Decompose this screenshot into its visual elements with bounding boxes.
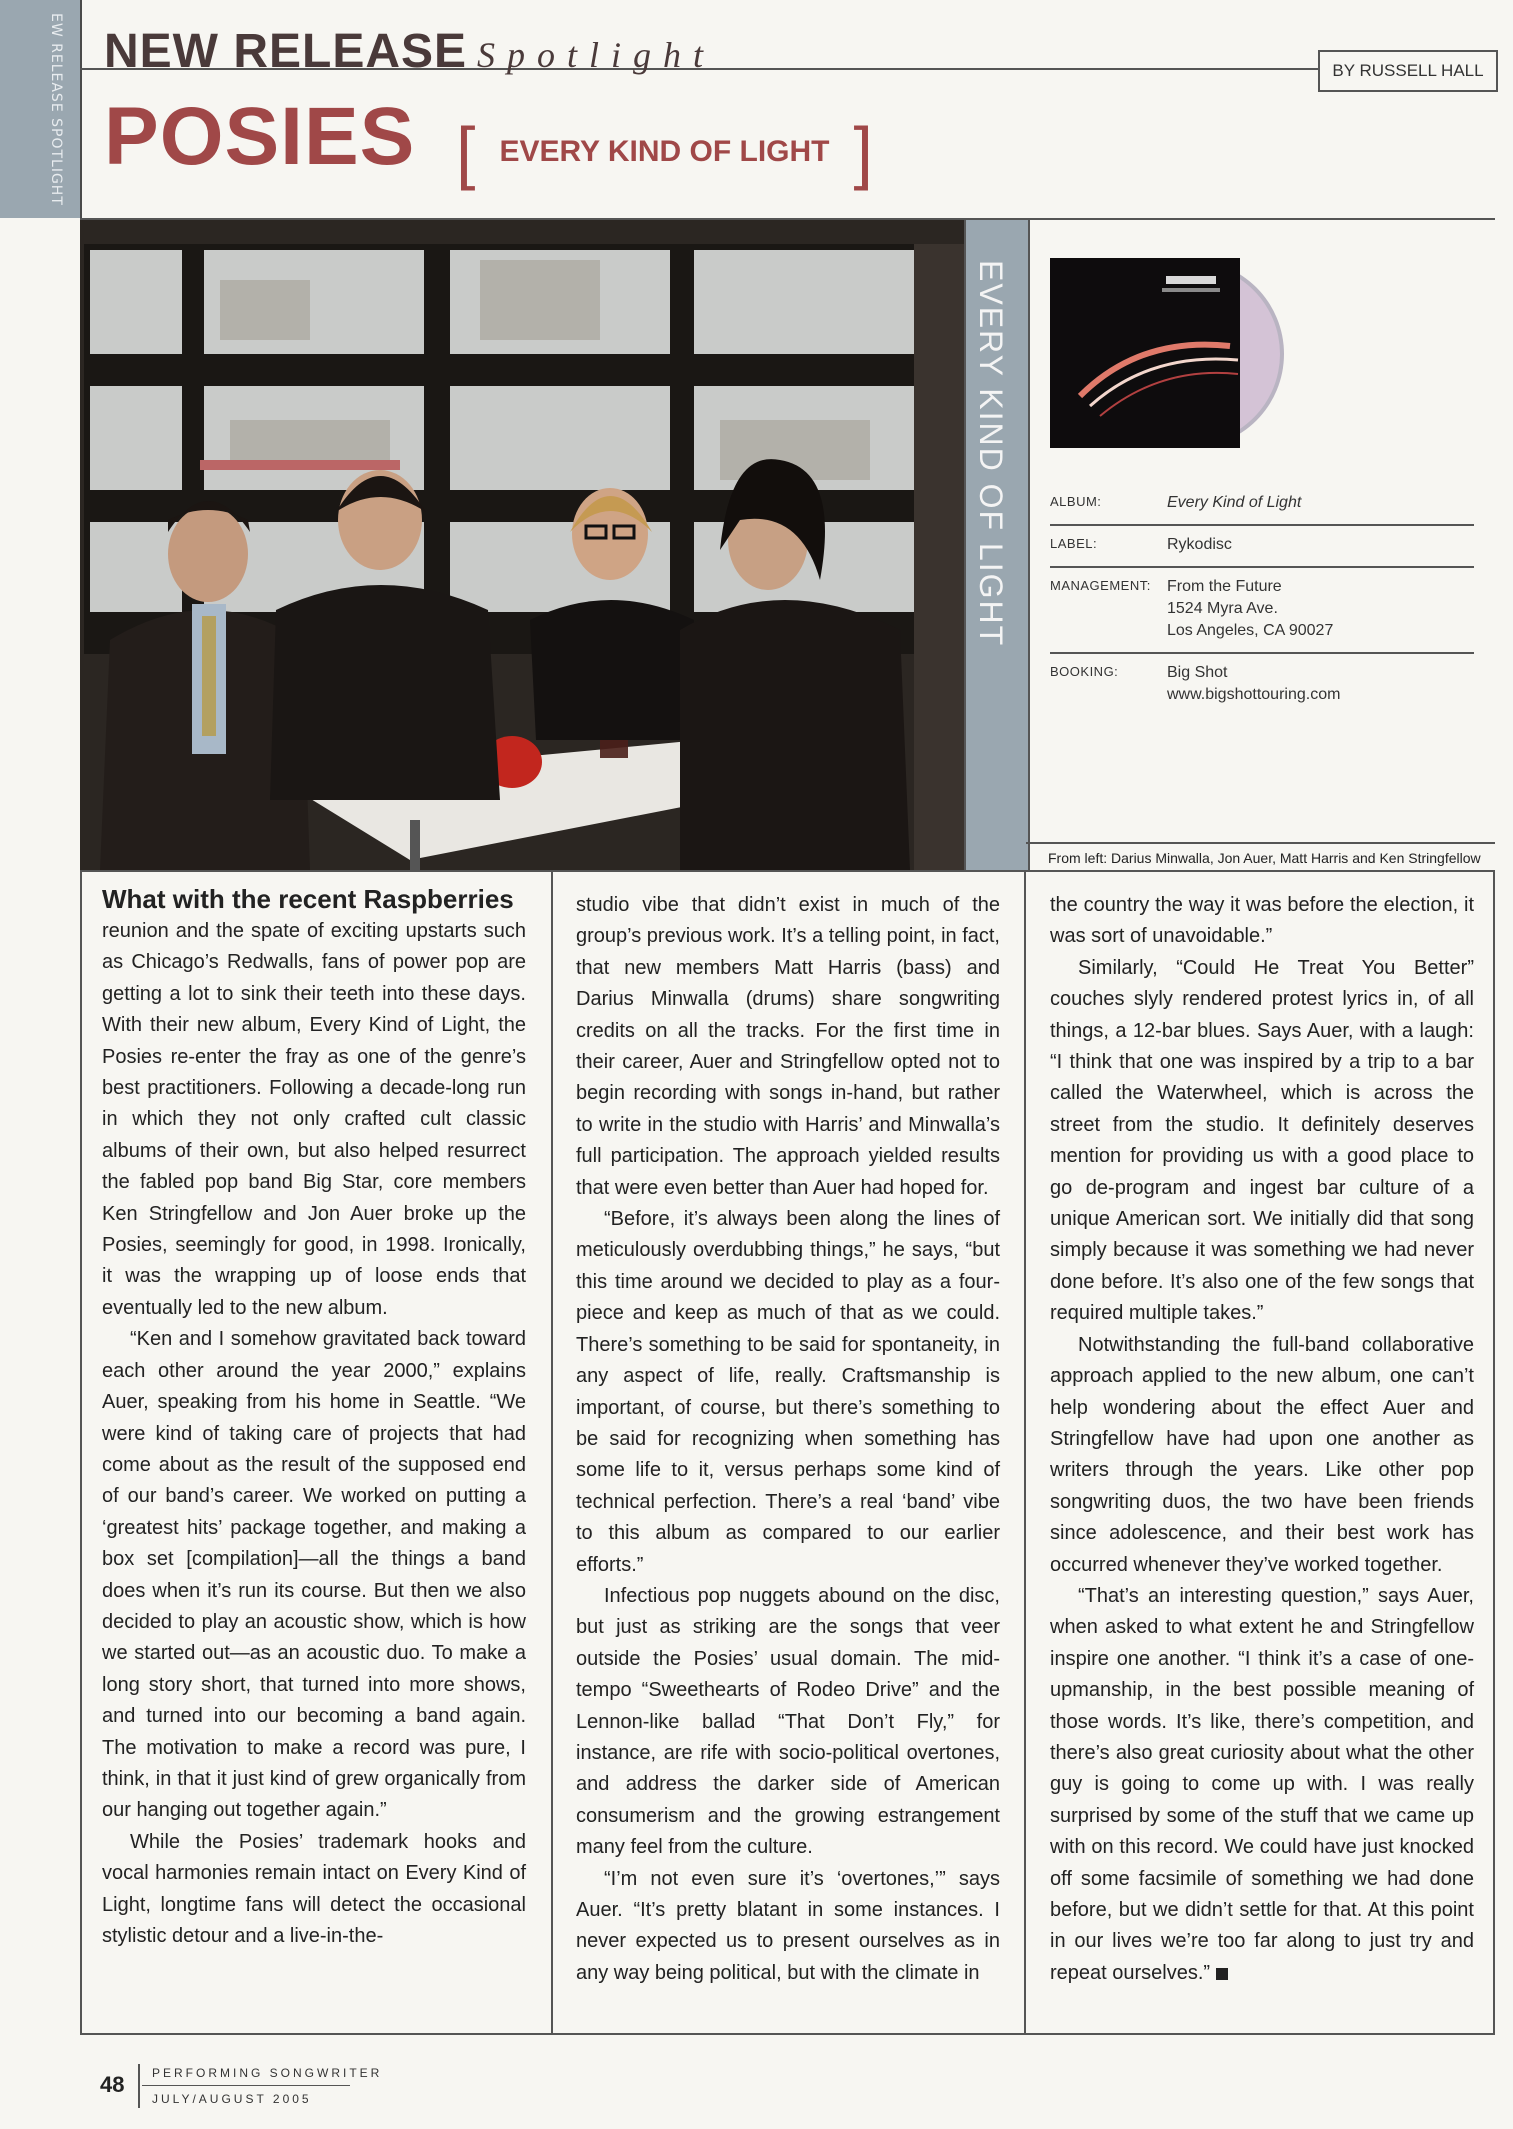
article-paragraph: reunion and the spate of exciting upstarts such as Chicago’s Redwalls, fans of power pop are getting a lot to sink their teeth into these days. With their new album, Every Kind of Light, the Posies re-enter the fray as one of the genre’s best practitioners. Following a decade-long run in which they not only crafted cult classic albums of their own, but also helped resurrect the fabled pop band Big Star, core members Ken Stringfellow and Jon Auer broke up the Posies, seemingly for good, in 1998. Ironically, it was the wrapping up of loose ends that eventually led to the new album. <box>102 920 526 1319</box>
info-row-booking <box>1050 654 1474 716</box>
photo-strip-text: EVERY KIND OF LIGHT <box>973 260 1009 648</box>
management-line-3: Los Angeles, CA 90027 <box>1167 622 1334 639</box>
article-paragraph: Similarly, “Could He Treat You Better” couches slyly rendered protest lyrics in, of all things, a 12-bar blues. Says Auer, with a laugh: “I think that one was inspired by a trip to a bar called the Waterwheel, which is across the street from the studio. It definitely deserves mention for providing us with a good place to go de-program and ingest bar culture of a unique American sort. We initially did that song simply because it was something we had never done before. It’s also one of the few songs that required multiple takes.” <box>1050 956 1474 1325</box>
band-photo <box>80 220 964 870</box>
album-title: EVERY KIND OF LIGHT <box>499 135 830 168</box>
open-bracket-glyph: [ <box>456 113 476 191</box>
magazine-name: PERFORMING SONGWRITER <box>152 2066 383 2080</box>
close-bracket-glyph: ] <box>853 113 873 191</box>
album-cover-art <box>1050 256 1290 452</box>
column-divider-2 <box>1024 870 1026 2035</box>
article-column-1 <box>102 882 526 1952</box>
info-value-booking <box>1167 662 1474 706</box>
section-tab <box>0 0 82 218</box>
booking-line-1: Big Shot <box>1167 664 1228 681</box>
article-paragraph: “Before, it’s always been along the lines of meticulously overdubbing things,” he says, “but this time around we decided to play as a four-piece and keep as much of that as we could. There’s something to be said for spontaneity, in any aspect of life, really. Craftsmanship is important, of course, but there’s something to be said for recognizing when something has some life to it, versus perhaps some kind of technical perfection. There’s a real ‘band’ vibe to this album as compared to our earlier efforts.” <box>576 1208 1000 1576</box>
page-number: 48 <box>100 2072 125 2097</box>
info-value-management <box>1167 576 1474 642</box>
album-info-table <box>1050 484 1474 716</box>
section-tab-label: EW RELEASE SPOTLIGHT <box>48 12 64 206</box>
kicker-script: Spotlight <box>477 35 716 75</box>
article-paragraph: “Ken and I somehow gravitated back toward each other around the year 2000,” explains Auer, speaking from his home in Seattle. “We were kind of taking care of projects that had come about as the result of the supposed end of our band’s career. We worked on putting a ‘greatest hits’ package together, and making a box set [compilation]—all the things a band does when it’s run its course. But then we also decided to play an acoustic show, which is how we started out—as an acoustic duo. To make a long story short, that turned into more shows, and turned into our becoming a band again. The motivation to make a record was pure, I think, in that it just kind of grew organically from our hanging out together again.” <box>102 1328 526 1822</box>
kicker-title <box>104 24 715 79</box>
article-paragraph: Infectious pop nuggets abound on the disc, but just as striking are the songs that veer outside the Posies’ usual domain. The mid-tempo “Sweethearts of Rodeo Drive” and the Lennon-like ballad “That Don’t Fly,” for instance, are rife with socio-political overtones, and address the darker side of American consumerism and the growing estrangement many feel from the culture. <box>576 1584 1000 1859</box>
photo-side-strip <box>964 220 1030 870</box>
footer-divider <box>138 2064 140 2108</box>
article-column-3 <box>1050 890 1474 1989</box>
article-paragraph: “I’m not even sure it’s ‘overtones,’” says Auer. “It’s pretty blatant in some instances. I never expected us to present ourselves as in any way being political, but with the climate in <box>576 1867 1000 1984</box>
info-row-album <box>1050 484 1474 526</box>
info-label-management: MANAGEMENT: <box>1050 578 1151 593</box>
info-value-album: Every Kind of Light <box>1167 494 1302 511</box>
article-column-2 <box>576 890 1000 1989</box>
footer-rule <box>142 2085 350 2086</box>
info-label-booking: BOOKING: <box>1050 664 1119 679</box>
article-paragraph-text: “That’s an interesting question,” says Auer, when asked to what extent he and Stringfellow inspire one another. “I think it’s a case of one-upmanship, in the best possible meaning of those words. It’s like, there’s competition, and there’s also great curiosity about what the other guy is going to come up with. I was really surprised by some of the stuff that we came up with on this record. We could have just knocked off some facsimile of something we had done before, but we didn’t settle for that. At this point in our lives we’re too far along to just try and repeat ourselves.” <box>1050 1584 1474 1984</box>
booking-line-2: www.bigshottouring.com <box>1167 686 1341 703</box>
article-paragraph: the country the way it was before the election, it was sort of unavoidable.” <box>1050 894 1474 948</box>
info-row-label <box>1050 526 1474 568</box>
info-label-label: LABEL: <box>1050 536 1098 551</box>
column-divider-1 <box>551 870 553 2035</box>
band-photo-illustration <box>80 220 964 870</box>
album-cover <box>1050 256 1290 452</box>
photo-caption: From left: Darius Minwalla, Jon Auer, Matt Harris and Ken Stringfellow <box>1026 842 1495 872</box>
album-title-bracket <box>456 112 873 192</box>
end-mark-icon <box>1216 1968 1228 1980</box>
artist-title: POSIES <box>104 91 416 182</box>
byline: BY RUSSELL HALL <box>1318 50 1498 92</box>
article-paragraph-last <box>1050 1581 1474 1989</box>
kicker-text: NEW RELEASE <box>104 25 468 78</box>
management-line-2: 1524 Myra Ave. <box>1167 600 1278 617</box>
article-paragraph: studio vibe that didn’t exist in much of the group’s previous work. It’s a telling point, in fact, that new members Matt Harris (bass) and Darius Minwalla (drums) share songwriting credits on all the tracks. For the first time in their career, Auer and Stringfellow opted not to begin recording with songs in-hand, but rather to write in the studio with Harris’ and Minwalla’s full participation. The approach yielded results that were even better than Auer had hoped for. <box>576 894 1000 1199</box>
management-line-1: From the Future <box>1167 578 1282 595</box>
info-value-label: Rykodisc <box>1167 536 1232 553</box>
info-row-management <box>1050 568 1474 654</box>
info-label-album: ALBUM: <box>1050 494 1102 509</box>
article-paragraph: While the Posies’ trademark hooks and vocal harmonies remain intact on Every Kind of Light, longtime fans will detect the occasional stylistic detour and a live-in-the- <box>102 1830 526 1947</box>
article-lead: What with the recent Raspberries <box>102 884 514 914</box>
article-paragraph: Notwithstanding the full-band collaborative approach applied to the new album, one can’t help wondering about the effect Auer and Stringfellow have had upon one another as writers through the years. Like other pop songwriting duos, the two have been friends since adolescence, and their best work has occurred whenever they’ve worked together. <box>1050 1333 1474 1576</box>
issue-date: JULY/AUGUST 2005 <box>152 2092 312 2106</box>
